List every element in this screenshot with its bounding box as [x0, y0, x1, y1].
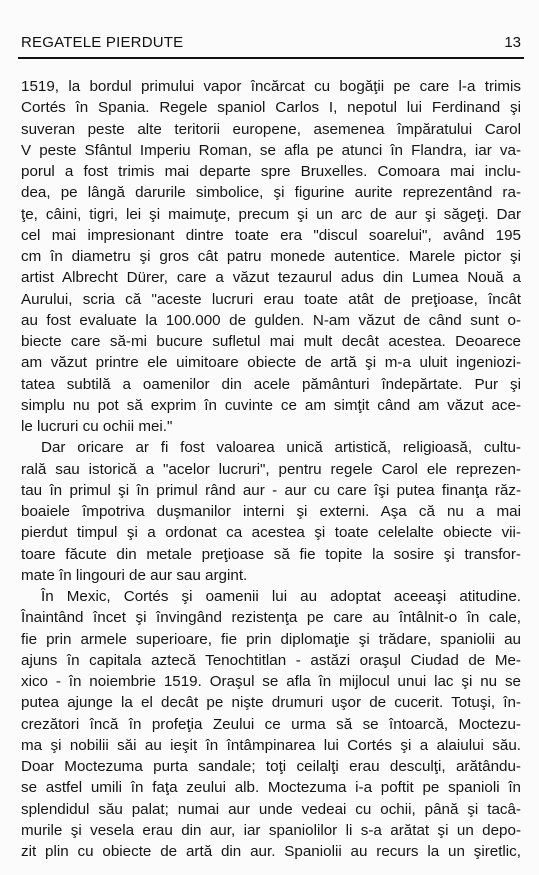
text-line: cm în diametru şi gros cât patru monede autentice. Marele pictor şi: [21, 248, 521, 265]
page-number: 13: [504, 34, 521, 51]
text-line: crezători încă în profeţia Zeului ce urma să se întoarcă, Moctezu-: [21, 715, 521, 733]
text-line: splendidul său palat; numai aur unde vedeai cu ochii, până şi tacâ-: [21, 800, 521, 818]
text-line: În Mexic, Cortés şi oamenii lui au adoptat aceeaşi atitudine.: [41, 588, 521, 605]
text-line: xico - în noiembrie 1519. Oraşul se afla în mijlocul unui lac şi nu se: [21, 673, 521, 690]
text-line: suveran peste alte teritorii europene, asemenea împăratului Carol: [21, 120, 521, 138]
text-line: Înaintând încet şi învingând rezistenţa pe care au întâlnit-o în cale,: [21, 609, 521, 627]
text-line: ma şi nobilii săi au ieşit în întâmpinarea lui Cortés şi a alaiului său.: [21, 736, 521, 754]
text-line: Doar Moctezuma purta sandale; toţi ceilalţi erau desculţi, arătându-: [21, 758, 521, 775]
text-line: boaiele împotriva duşmanilor interni şi externi. Aşa că nu a mai: [21, 503, 521, 520]
text-line: Dar oricare ar fi fost valoarea unică artistică, religioasă, cultu-: [41, 439, 521, 457]
page-header: [21, 34, 521, 56]
running-title: REGATELE PIERDUTE: [21, 34, 184, 51]
header-rule: [18, 57, 524, 59]
text-line: pierdut timpul şi a ordonat ca acestea şi toate celelalte obiecte vii-: [21, 524, 521, 542]
text-line: 1519, la bordul primului vapor încărcat cu bogăţii pe care l-a trimis: [21, 78, 521, 95]
text-line: am văzut printre ele uimitoare obiecte de artă şi m-a uluit ingeniozi-: [21, 354, 521, 372]
text-line: tatea subtilă a oamenilor din acele pământuri îndepărtate. Pur şi: [21, 375, 521, 393]
text-line: murile şi vesela erau din aur, iar spaniolilor li s-a arătat şi un depo-: [21, 821, 521, 839]
text-line: cel mai impresionant dintre toate era "discul soarelui", având 195: [21, 226, 521, 244]
text-line: rală sau istorică a "acelor lucruri", pentru regele Carol ele reprezen-: [21, 460, 521, 478]
text-line: tau în primul şi în primul rând aur - aur cu care îşi putea finanţa răz-: [21, 481, 521, 499]
text-line: porul a fost trimis mai departe spre Bruxelles. Comoara mai inclu-: [21, 163, 521, 180]
text-line: simplu nu pot să exprim în cuvinte ce am simţit când am văzut ace-: [21, 396, 521, 414]
text-line: Aurului, scria că "aceste lucruri erau toate atât de preţioase, încât: [21, 290, 521, 308]
text-line: toare făcute din metale preţioase să fie topite la sosire şi transfor-: [21, 545, 521, 563]
text-line: ajuns în capitala aztecă Tenochtitlan - astăzi oraşul Ciudad de Me-: [21, 651, 521, 669]
text-line: fie prin armele superioare, fie prin diplomaţie şi trădare, spaniolii au: [21, 630, 521, 648]
text-line: Cortés în Spania. Regele spaniol Carlos I, nepotul lui Ferdinand şi: [21, 99, 521, 117]
text-line: artist Albrecht Dürer, care a văzut tezaurul adus din Lumea Nouă a: [21, 269, 521, 287]
text-line: ţe, câini, tigri, lei şi maimuţe, precum şi un arc de aur şi săgeţi. Dar: [21, 205, 521, 223]
text-line: dea, pe lângă darurile simbolice, şi figurine aurite reprezentând ra-: [21, 184, 521, 202]
body-text: [21, 76, 521, 862]
text-line: zit plin cu obiecte de artă din aur. Spaniolii au recurs la un şiretlic,: [21, 843, 521, 860]
text-line: le lucruri cu ochii mei.": [21, 418, 173, 435]
text-line: au fost evaluate la 100.000 de gulden. N-am văzut de când sunt o-: [21, 311, 521, 329]
text-line: V peste Sfântul Imperiu Roman, se afla pe atunci în Flandra, iar va-: [21, 141, 521, 159]
text-line: biecte care să-mi bucure sufletul mai mult decât acestea. Deoarece: [21, 333, 521, 350]
text-line: mate în lingouri de aur sau argint.: [21, 566, 248, 584]
text-line: putea ajunge la el decât pe nişte drumuri uşor de cucerit. Totuşi, în-: [21, 694, 521, 712]
text-line: se astfel umili în faţa zeului alb. Moctezuma i-a poftit pe spanioli în: [21, 779, 521, 797]
